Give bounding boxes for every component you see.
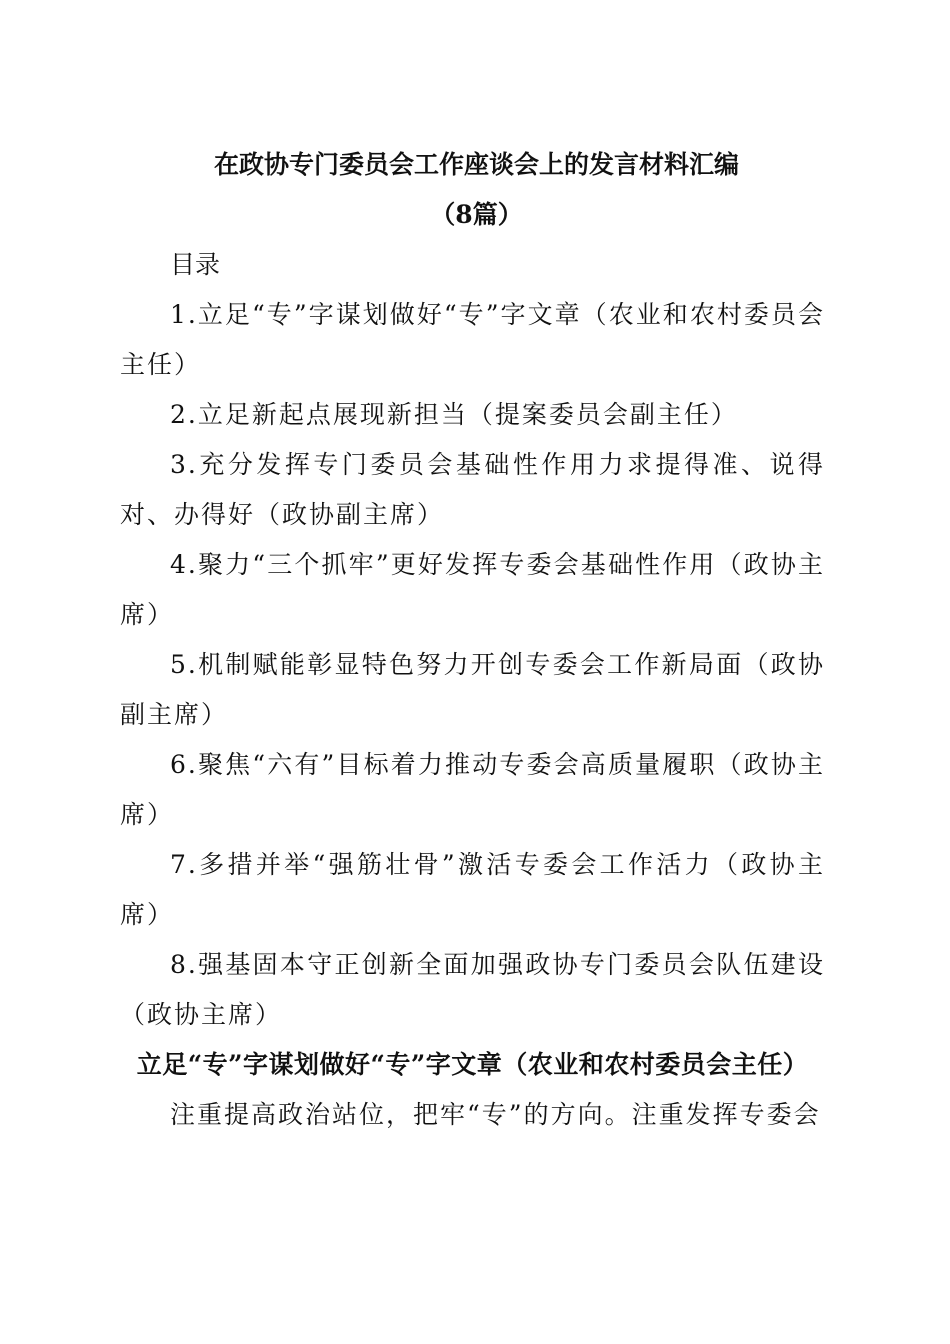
document-subtitle: （8篇） [430,200,523,229]
toc-item-7: 7.多措并举“强筋壮骨”激活专委会工作活力（政协主席） [120,850,825,929]
first-paragraph: 注重提高政治站位，把牢“专”的方向。注重发挥专委会 [170,1100,821,1129]
toc-heading: 目录 [170,250,221,279]
toc-item-6: 6.聚焦“六有”目标着力推动专委会高质量履职（政协主席） [120,750,825,829]
toc-item-3: 3.充分发挥专门委员会基础性作用力求提得准、说得对、办得好（政协副主席） [120,450,825,529]
document-page [120,140,825,1140]
section-title: 立足“专”字谋划做好“专”字文章（农业和农村委员会主任） [136,1050,809,1079]
toc-item-5: 5.机制赋能彰显特色努力开创专委会工作新局面（政协副主席） [120,650,825,729]
toc-item-4: 4.聚力“三个抓牢”更好发挥专委会基础性作用（政协主席） [120,550,825,629]
toc-item-1: 1.立足“专”字谋划做好“专”字文章（农业和农村委员会主任） [120,300,825,379]
toc-item-8: 8.强基固本守正创新全面加强政协专门委员会队伍建设（政协主席） [120,950,825,1029]
document-title: 在政协专门委员会工作座谈会上的发言材料汇编 [213,150,739,179]
table-of-contents [120,290,825,1040]
toc-item-2: 2.立足新起点展现新担当（提案委员会副主任） [170,400,738,429]
